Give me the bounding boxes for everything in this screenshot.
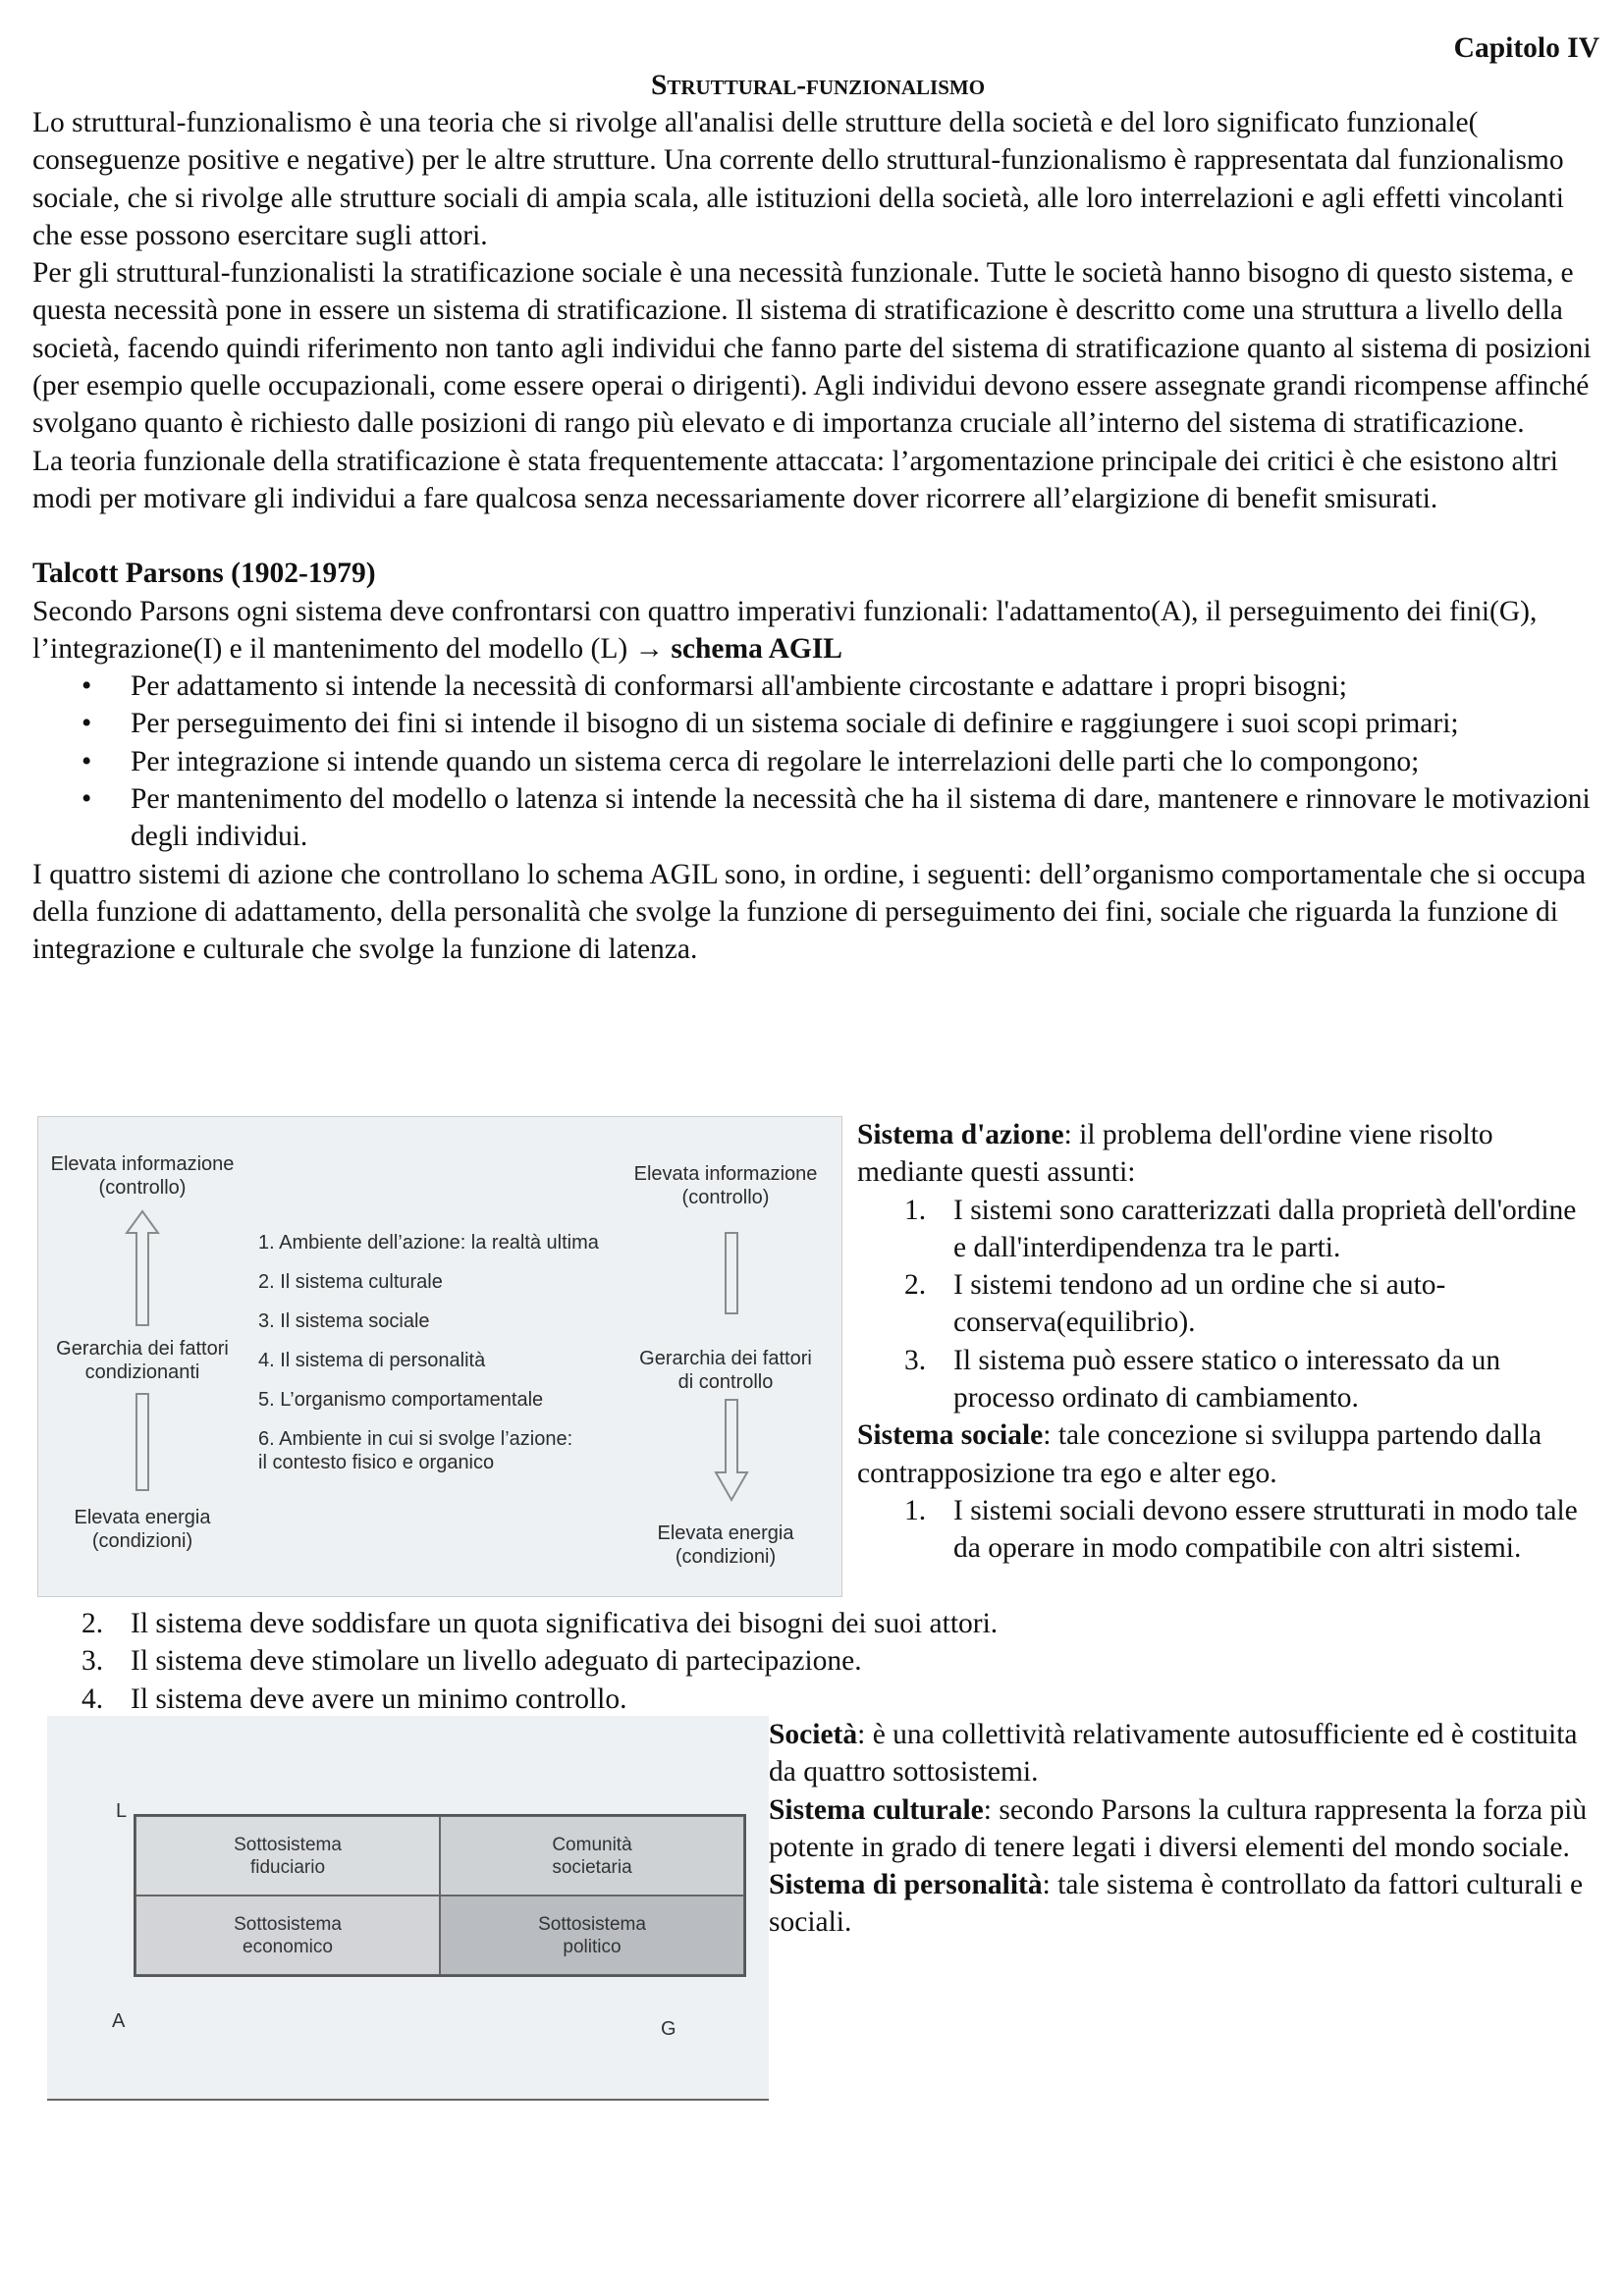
list-item — [32, 1642, 1584, 1680]
azione-list — [857, 1192, 1584, 1417]
parsons-heading: Talcott Parsons (1902-1979) — [32, 558, 376, 590]
fig2-grid — [134, 1814, 746, 1977]
fig1-item-2: 2. Il sistema culturale — [258, 1271, 443, 1293]
down-arrow-shaft-icon — [726, 1233, 737, 1313]
action-hierarchy-figure — [37, 1116, 842, 1597]
societa-term: Società — [769, 1719, 858, 1750]
list-item: • Per perseguimento dei fini si intende il bisogno di un sistema sociale di definire e raggiungere i suoi scopi primari; — [32, 705, 1603, 742]
up-arrow-shaft-icon — [136, 1394, 148, 1490]
chapter-label: Capitolo IV — [1453, 32, 1599, 64]
azione-definition — [857, 1116, 1584, 1192]
list-item — [857, 1266, 1584, 1342]
fig1-item-5: 5. L’organismo comportamentale — [258, 1389, 544, 1411]
azione-section — [857, 1116, 1584, 1568]
sociale-term: Sistema sociale — [857, 1419, 1044, 1452]
fig1-top-right-label: Elevata informazione (controllo) — [633, 1163, 818, 1208]
azione-text: : il problema dell'ordine viene risolto mediante questi assunti: — [857, 1119, 1493, 1189]
intro-paragraph-1: Lo struttural-funzionalismo è una teoria che si rivolge all'analisi delle strutture della società e del loro significato funzionale( conseguenze positive e negative) per le altre strutture. Una corrente dello struttural-funzionalismo è rappresentata dal funzionalismo sociale, che si rivolge alle strutture sociali di ampia scala, alle istituzioni della società, alle loro interrelazioni e agli effetti vincolanti che esse possono esercitare sugli attori. — [32, 107, 1564, 251]
page-title: Struttural-funzionalismo — [650, 70, 986, 101]
societa-definition — [769, 1716, 1603, 1791]
fig1-top-left-label: Elevata informazione (controllo) — [50, 1153, 235, 1199]
parsons-lead-text: Secondo Parsons ogni sistema deve confrontarsi con quattro imperativi funzionali: l'adattamento(A), il perseguimento dei fini(G), l’integrazione(I) e il mantenimento del modello (L) → — [32, 595, 1538, 665]
fig1-mid-left-label: Gerarchia dei fattori condizionanti — [56, 1338, 229, 1383]
fig2-cell-economico: Sottosistema economico — [135, 1896, 440, 1975]
list-item — [857, 1492, 1584, 1568]
sociale-list-part1 — [857, 1492, 1584, 1568]
up-arrow-icon — [127, 1211, 158, 1325]
list-number: 2. — [904, 1269, 927, 1302]
fig1-mid-right-label: Gerarchia dei fattori di controllo — [639, 1348, 812, 1393]
list-item — [32, 1605, 1584, 1642]
sociale-definition — [857, 1416, 1584, 1492]
sociale-list — [32, 1605, 1584, 1718]
agil-label: schema AGIL — [671, 632, 842, 665]
sociale-list-part2 — [32, 1605, 1584, 1718]
culturale-text: : secondo Parsons la cultura rappresenta la forza più potente in grado di tenere legati i diversi elementi del mondo sociale. — [769, 1793, 1588, 1863]
fig1-item-3: 3. Il sistema sociale — [258, 1310, 430, 1332]
down-arrow-icon — [716, 1400, 747, 1500]
list-number: 3. — [81, 1645, 104, 1678]
list-text: I sistemi sono caratterizzati dalla proprietà dell'ordine e dall'interdipendenza tra le parti. — [953, 1194, 1577, 1263]
fig2-corner-a: A — [112, 2010, 126, 2032]
fig1-item-1: 1. Ambiente dell’azione: la realtà ultima — [258, 1232, 599, 1254]
list-number: 1. — [904, 1194, 927, 1226]
sociale-text: : tale concezione si sviluppa partendo dalla contrapposizione tra ego e alter ego. — [857, 1419, 1542, 1489]
societa-text: : è una collettività relativamente autosufficiente ed è costituita da quattro sottosistemi. — [769, 1719, 1578, 1789]
list-text: Il sistema può essere statico o interessato da un processo ordinato di cambiamento. — [953, 1344, 1501, 1415]
document-page — [32, 29, 1603, 969]
fig1-item-6: 6. Ambiente in cui si svolge l’azione: il contesto fisico e organico — [258, 1428, 573, 1473]
list-number: 1. — [904, 1494, 927, 1526]
list-text: Il sistema deve avere un minimo controllo. — [131, 1682, 627, 1715]
society-definitions — [769, 1716, 1603, 1942]
fig1-bottom-right-label: Elevata energia (condizioni) — [657, 1522, 794, 1568]
intro-paragraph-3: La teoria funzionale della stratificazione è stata frequentemente attaccata: l’argomentazione principale dei critici è che esistono altri modi per motivare gli individui a fare qualcosa senza necessariamente dover ricorrere all’elargizione di benefit smisurati. — [32, 445, 1558, 514]
fig2-cell-comunita: Comunità societaria — [440, 1816, 744, 1896]
list-item: • Per mantenimento del modello o latenza si intende la necessità che ha il sistema di dare, mantenere e rinnovare le motivazioni degli individui. — [32, 780, 1603, 856]
list-item — [32, 1681, 1584, 1718]
agil-list — [32, 667, 1603, 855]
personalita-term: Sistema di personalità — [769, 1869, 1043, 1901]
list-number: 3. — [904, 1344, 927, 1376]
culturale-definition — [769, 1791, 1603, 1867]
list-item: • Per integrazione si intende quando un sistema cerca di regolare le interrelazioni delle parti che lo compongono; — [32, 743, 1603, 780]
list-text: I sistemi tendono ad un ordine che si auto-conserva(equilibrio). — [953, 1269, 1446, 1339]
list-item — [857, 1342, 1584, 1417]
list-item: • Per adattamento si intende la necessità di conformarsi all'ambiente circostante e adattare i propri bisogni; — [32, 667, 1603, 705]
list-item — [857, 1192, 1584, 1267]
intro-paragraph-2: Per gli struttural-funzionalisti la stratificazione sociale è una necessità funzionale. Tutte le società hanno bisogno di questo sistema, e questa necessità pone in essere un sistema di stratificazione. Il sistema di stratificazione è descritto come una struttura a livello della società, facendo quindi riferimento non tanto agli individui che fanno parte del sistema di stratificazione quanto al sistema di posizioni (per esempio quelle occupazionali, come essere operai o dirigenti). Agli individui devono essere assegnate grandi ricompense affinché svolgano quanto è richiesto dalle posizioni di rango più elevato e di importanza cruciale all’interno del sistema di stratificazione. — [32, 257, 1592, 440]
list-text: Il sistema deve soddisfare un quota significativa dei bisogni dei suoi attori. — [131, 1608, 999, 1639]
fig1-bottom-left-label: Elevata energia (condizioni) — [74, 1507, 211, 1552]
fig2-cell-politico: Sottosistema politico — [440, 1896, 744, 1975]
culturale-term: Sistema culturale — [769, 1793, 984, 1826]
fig2-cell-fiduciario: Sottosistema fiduciario — [135, 1816, 440, 1896]
list-text: I sistemi sociali devono essere strutturati in modo tale da operare in modo compatibile con altri sistemi. — [953, 1494, 1578, 1565]
list-text: Il sistema deve stimolare un livello adeguato di partecipazione. — [131, 1645, 862, 1678]
fig2-corner-g: G — [661, 2018, 676, 2040]
list-number: 4. — [81, 1682, 104, 1715]
list-number: 2. — [81, 1608, 104, 1639]
fig2-corner-l: L — [116, 1800, 128, 1822]
parsons-lead — [32, 593, 1603, 668]
fig1-item-4: 4. Il sistema di personalità — [258, 1350, 486, 1371]
agil-subsystems-figure — [47, 1716, 769, 2101]
personalita-text: : tale sistema è controllato da fattori culturali e sociali. — [769, 1869, 1584, 1939]
personalita-definition — [769, 1866, 1603, 1942]
azione-term: Sistema d'azione — [857, 1119, 1064, 1150]
systems-paragraph: I quattro sistemi di azione che controllano lo schema AGIL sono, in ordine, i seguenti: dell’organismo comportamentale che si occupa della funzione di adattamento, della personalità che svolge la funzione di perseguimento dei fini, sociale che riguarda la funzione di integrazione e culturale che svolge la funzione di latenza. — [32, 858, 1586, 966]
